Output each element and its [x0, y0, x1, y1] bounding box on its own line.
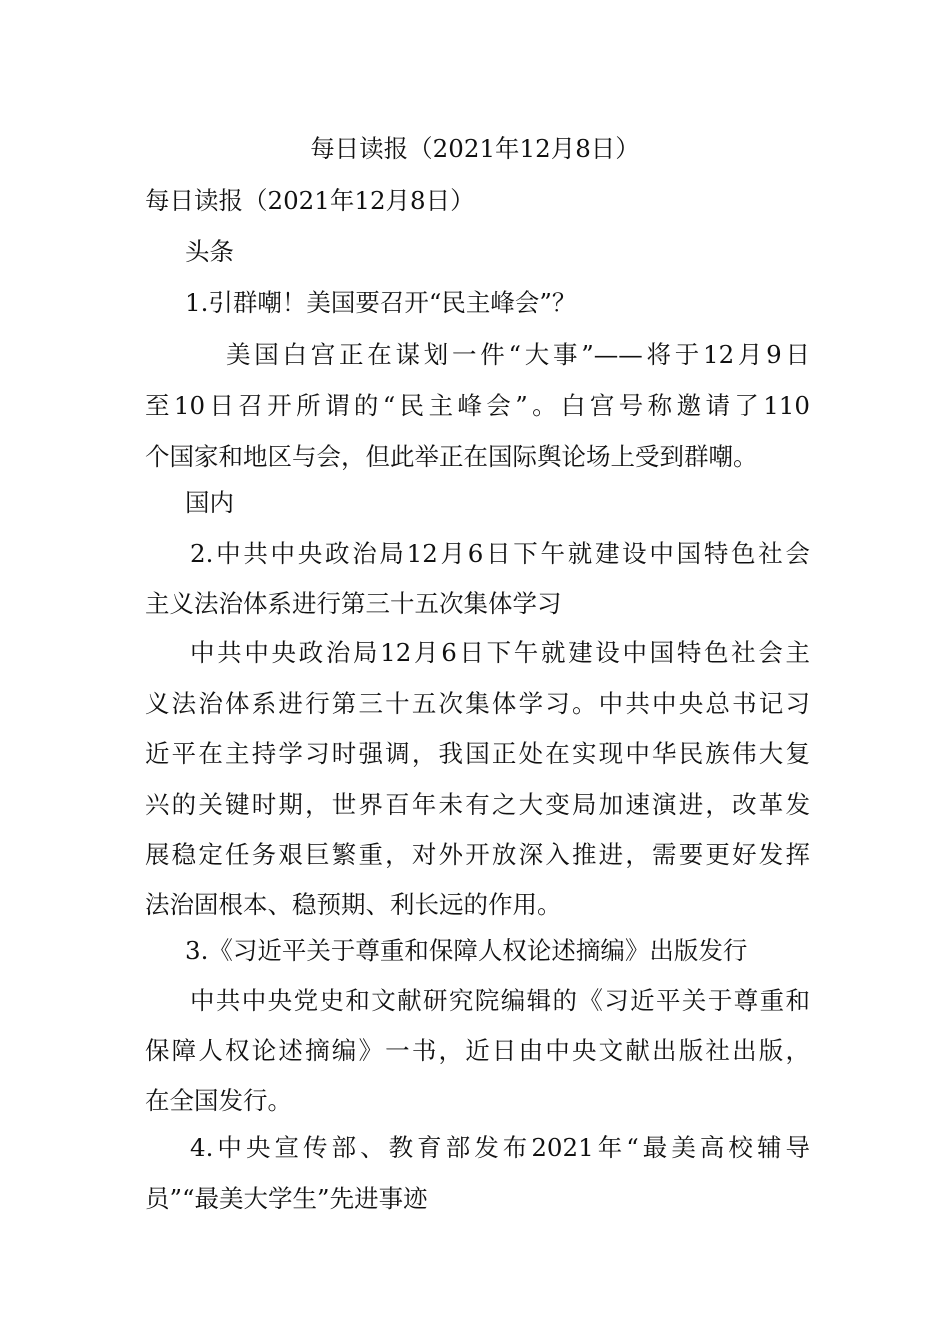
document-title: 每日读报（2021年12月8日）: [310, 134, 640, 163]
article-2-heading-line: 2.中共中央政治局12月6日下午就建设中国特色社会: [190, 539, 810, 568]
article-3-body-line: 中共中央党史和文献研究院编辑的《习近平关于尊重和: [190, 986, 810, 1015]
document-subtitle: 每日读报（2021年12月8日）: [145, 186, 475, 215]
article-2-body-line: 中共中央政治局12月6日下午就建设中国特色社会主: [190, 638, 810, 667]
article-4-heading-line: 4.中央宣传部、教育部发布2021年“最美高校辅导: [190, 1133, 810, 1162]
article-3-body-line: 在全国发行。: [145, 1086, 292, 1115]
article-1-body-line: 美国白宫正在谋划一件“大事”——将于12月9日: [226, 340, 810, 369]
article-4-heading-line: 员”“最美大学生”先进事迹: [145, 1184, 428, 1213]
article-2-body-line: 近平在主持学习时强调，我国正处在实现中华民族伟大复: [145, 739, 810, 768]
article-1-heading: 1.引群嘲！美国要召开“民主峰会”？: [185, 288, 577, 317]
section-heading-domestic: 国内: [185, 488, 234, 517]
section-heading-headline: 头条: [185, 237, 234, 266]
article-3-body-line: 保障人权论述摘编》一书，近日由中央文献出版社出版，: [145, 1036, 810, 1065]
article-1-body-line: 至10日召开所谓的“民主峰会”。白宫号称邀请了110: [145, 391, 810, 420]
article-3-heading: 3.《习近平关于尊重和保障人权论述摘编》出版发行: [185, 936, 748, 965]
article-2-body-line: 义法治体系进行第三十五次集体学习。中共中央总书记习: [145, 689, 810, 718]
article-2-heading-line: 主义法治体系进行第三十五次集体学习: [145, 589, 562, 618]
article-1-body-line: 个国家和地区与会，但此举正在国际舆论场上受到群嘲。: [145, 442, 758, 471]
article-2-body-line: 展稳定任务艰巨繁重，对外开放深入推进，需要更好发挥: [145, 840, 810, 869]
article-2-body-line: 法治固根本、稳预期、利长远的作用。: [145, 890, 562, 919]
article-2-body-line: 兴的关键时期，世界百年未有之大变局加速演进，改革发: [145, 790, 810, 819]
